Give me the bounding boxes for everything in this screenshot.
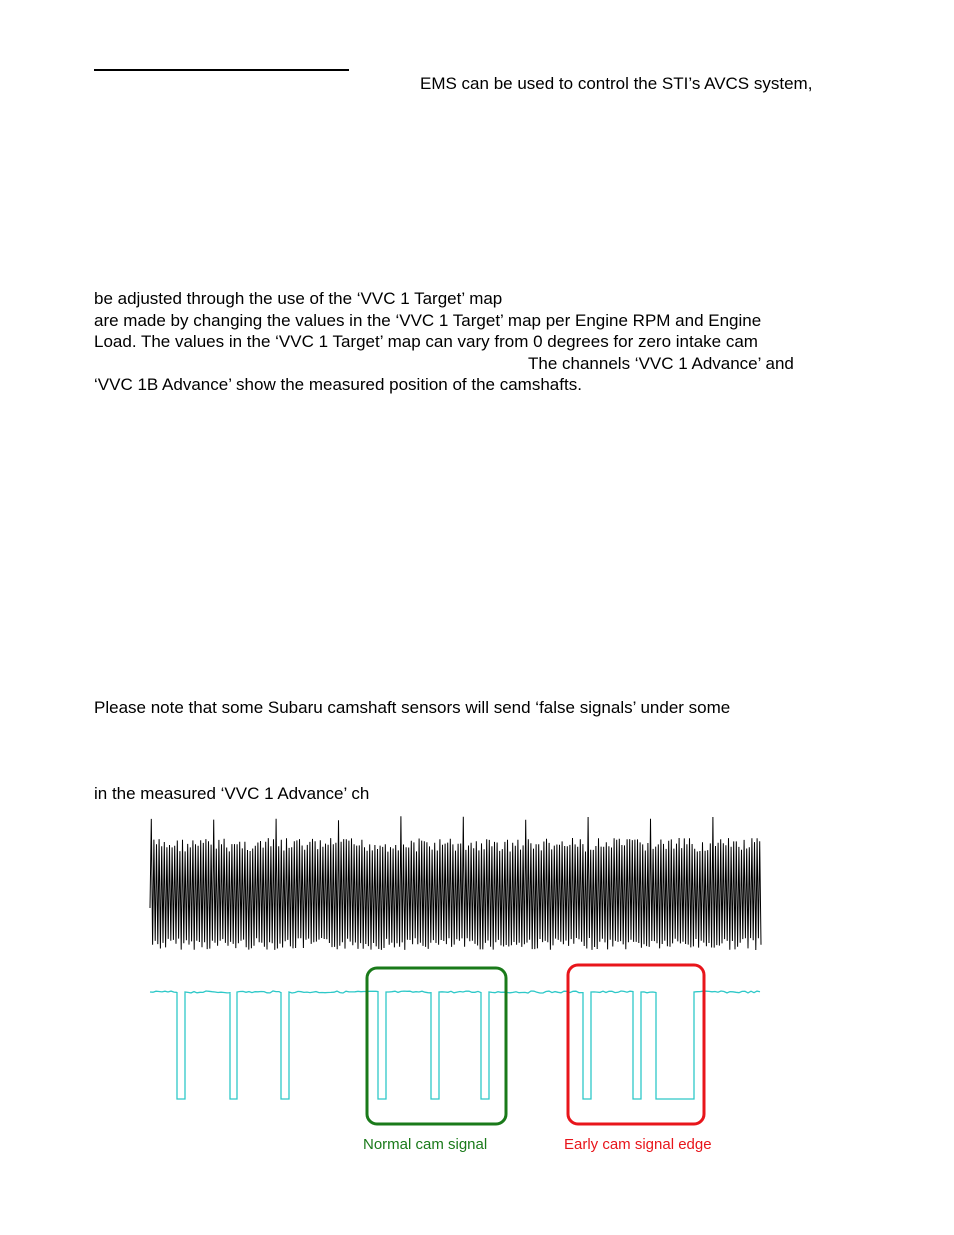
header-rule — [94, 69, 349, 71]
text-line-avcs: EMS can be used to control the STI’s AVCS system, — [420, 74, 813, 93]
text-line-false-signals: Please note that some Subaru camshaft sensors will send ‘false signals’ under some — [94, 698, 731, 717]
early-cam-highlight-box — [568, 965, 704, 1124]
text-line-channels: The channels ‘VVC 1 Advance’ and — [528, 354, 794, 373]
text-line-load: Load. The values in the ‘VVC 1 Target’ map can vary from 0 degrees for zero intake cam — [94, 332, 758, 351]
early-cam-signal-label: Early cam signal edge — [564, 1136, 712, 1153]
text-line-vvc1b: ‘VVC 1B Advance’ show the measured position of the camshafts. — [94, 375, 582, 394]
text-line-measured: in the measured ‘VVC 1 Advance’ ch — [94, 784, 370, 803]
signal-waveform-plot — [140, 808, 770, 1160]
normal-cam-signal-label: Normal cam signal — [363, 1136, 488, 1153]
crank-signal-trace — [150, 816, 761, 950]
text-line-changes: are made by changing the values in the ‘VVC 1 Target’ map per Engine RPM and Engine — [94, 311, 762, 330]
cam-signal-trace — [150, 991, 760, 1099]
cam-signal-figure — [140, 808, 770, 1160]
text-line-vvc-target: be adjusted through the use of the ‘VVC 1 Target’ map — [94, 289, 503, 308]
